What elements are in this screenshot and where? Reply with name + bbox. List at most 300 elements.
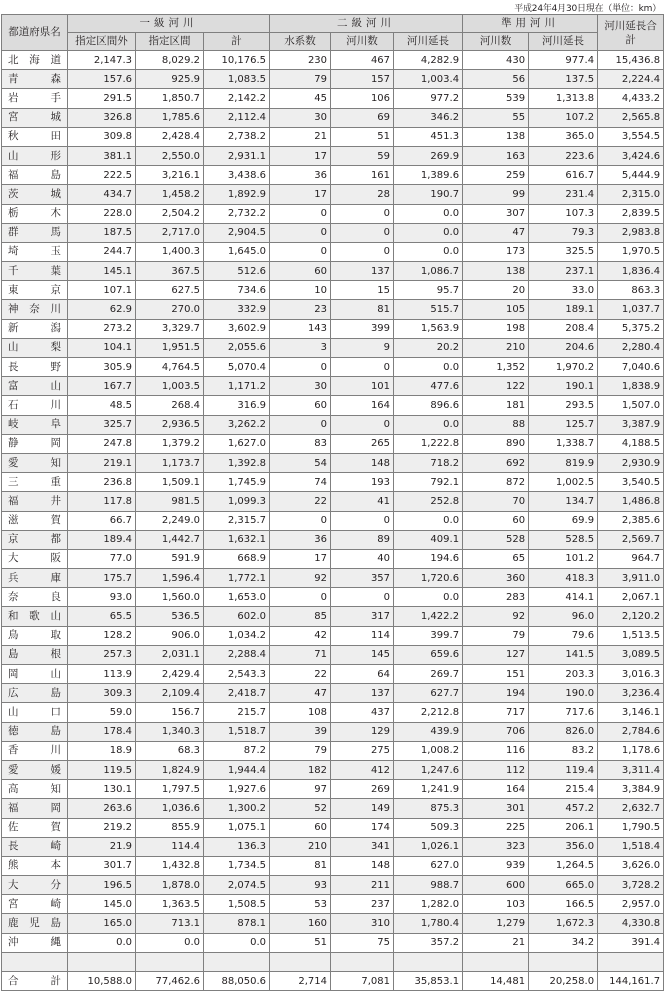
prefecture-name: 奈良 bbox=[2, 588, 68, 607]
table-cell: 244.7 bbox=[68, 242, 136, 261]
table-cell: 47 bbox=[463, 223, 529, 242]
table-cell: 17 bbox=[270, 549, 331, 568]
table-cell: 106 bbox=[331, 89, 394, 108]
header-class2-length: 河川延長 bbox=[394, 33, 463, 51]
table-row bbox=[2, 70, 664, 89]
table-cell: 134.7 bbox=[529, 492, 598, 511]
table-row bbox=[2, 818, 664, 837]
table-cell: 215.4 bbox=[529, 780, 598, 799]
table-cell: 1,785.6 bbox=[136, 108, 204, 127]
table-cell: 193 bbox=[331, 473, 394, 492]
table-cell: 53 bbox=[270, 895, 331, 914]
unit-note: 平成24年4月30日現在（単位：km） bbox=[514, 4, 661, 14]
table-cell: 1,645.0 bbox=[204, 242, 270, 261]
table-cell: 0 bbox=[270, 204, 331, 223]
table-cell: 3,262.2 bbox=[204, 415, 270, 434]
table-cell: 119.5 bbox=[68, 760, 136, 779]
table-cell: 323 bbox=[463, 837, 529, 856]
table-row bbox=[2, 51, 664, 70]
table-cell: 2,315.0 bbox=[598, 185, 664, 204]
prefecture-name: 三重 bbox=[2, 473, 68, 492]
prefecture-name: 福井 bbox=[2, 492, 68, 511]
table-cell: 0.0 bbox=[394, 358, 463, 377]
table-cell: 1,247.6 bbox=[394, 760, 463, 779]
table-cell: 66.7 bbox=[68, 511, 136, 530]
table-cell: 0.0 bbox=[204, 933, 270, 952]
table-cell: 237.1 bbox=[529, 262, 598, 281]
table-cell: 717 bbox=[463, 703, 529, 722]
table-cell: 83 bbox=[270, 434, 331, 453]
table-cell: 189.1 bbox=[529, 300, 598, 319]
table-row bbox=[2, 607, 664, 626]
table-cell: 317 bbox=[331, 607, 394, 626]
table-cell: 1,002.5 bbox=[529, 473, 598, 492]
table-cell: 164 bbox=[463, 780, 529, 799]
table-cell: 0 bbox=[331, 242, 394, 261]
table-cell: 2,732.2 bbox=[204, 204, 270, 223]
table-cell: 1,282.0 bbox=[394, 895, 463, 914]
table-cell: 93.0 bbox=[68, 588, 136, 607]
table-cell: 145 bbox=[331, 645, 394, 664]
table-cell: 0.0 bbox=[394, 242, 463, 261]
prefecture-name: 石川 bbox=[2, 396, 68, 415]
table-cell: 1,780.4 bbox=[394, 914, 463, 933]
table-row bbox=[2, 185, 664, 204]
table-cell: 194.6 bbox=[394, 549, 463, 568]
prefecture-name: 山形 bbox=[2, 146, 68, 165]
table-cell: 819.9 bbox=[529, 453, 598, 472]
table-cell: 77.0 bbox=[68, 549, 136, 568]
header-class1-outside: 指定区間外 bbox=[68, 33, 136, 51]
table-cell: 222.5 bbox=[68, 166, 136, 185]
table-cell: 2,632.7 bbox=[598, 799, 664, 818]
table-cell: 112 bbox=[463, 760, 529, 779]
table-cell: 89 bbox=[331, 530, 394, 549]
table-row bbox=[2, 914, 664, 933]
header-quasi: 準用河川 bbox=[463, 15, 598, 33]
table-row bbox=[2, 626, 664, 645]
table-row bbox=[2, 549, 664, 568]
table-cell: 3,626.0 bbox=[598, 856, 664, 875]
spacer-row bbox=[2, 952, 664, 971]
table-row bbox=[2, 146, 664, 165]
table-row bbox=[2, 684, 664, 703]
table-cell: 1,951.5 bbox=[136, 338, 204, 357]
table-cell: 30 bbox=[270, 108, 331, 127]
table-cell: 591.9 bbox=[136, 549, 204, 568]
table-cell: 1,790.5 bbox=[598, 818, 664, 837]
table-cell: 1,264.5 bbox=[529, 856, 598, 875]
table-cell: 116 bbox=[463, 741, 529, 760]
table-cell: 1,672.3 bbox=[529, 914, 598, 933]
table-cell: 206.1 bbox=[529, 818, 598, 837]
table-cell: 467 bbox=[331, 51, 394, 70]
table-cell: 602.0 bbox=[204, 607, 270, 626]
table-cell: 1,338.7 bbox=[529, 434, 598, 453]
table-cell: 1,352 bbox=[463, 358, 529, 377]
table-cell: 223.6 bbox=[529, 146, 598, 165]
table-cell: 2,074.5 bbox=[204, 876, 270, 895]
table-cell: 0.0 bbox=[68, 933, 136, 952]
table-cell: 65.5 bbox=[68, 607, 136, 626]
table-cell: 34.2 bbox=[529, 933, 598, 952]
table-cell: 215.7 bbox=[204, 703, 270, 722]
table-cell: 3,089.5 bbox=[598, 645, 664, 664]
table-cell: 114 bbox=[331, 626, 394, 645]
table-cell: 269 bbox=[331, 780, 394, 799]
prefecture-name: 佐賀 bbox=[2, 818, 68, 837]
prefecture-name: 栃木 bbox=[2, 204, 68, 223]
table-cell: 1,509.1 bbox=[136, 473, 204, 492]
table-cell: 1,970.2 bbox=[529, 358, 598, 377]
table-cell: 42 bbox=[270, 626, 331, 645]
table-row bbox=[2, 588, 664, 607]
table-cell: 2,147.3 bbox=[68, 51, 136, 70]
table-cell: 430 bbox=[463, 51, 529, 70]
table-row bbox=[2, 933, 664, 952]
prefecture-name: 山口 bbox=[2, 703, 68, 722]
table-cell: 477.6 bbox=[394, 377, 463, 396]
table-cell: 1,026.1 bbox=[394, 837, 463, 856]
table-row bbox=[2, 377, 664, 396]
table-cell: 925.9 bbox=[136, 70, 204, 89]
table-cell: 92 bbox=[270, 569, 331, 588]
table-cell: 0 bbox=[331, 223, 394, 242]
table-cell: 97 bbox=[270, 780, 331, 799]
table-cell: 863.3 bbox=[598, 281, 664, 300]
table-cell: 4,282.9 bbox=[394, 51, 463, 70]
table-cell: 20.2 bbox=[394, 338, 463, 357]
header-class2: 二級河川 bbox=[270, 15, 463, 33]
table-cell: 210 bbox=[463, 338, 529, 357]
table-row bbox=[2, 204, 664, 223]
total-cell: 7,081 bbox=[331, 972, 394, 991]
table-cell: 3,216.1 bbox=[136, 166, 204, 185]
table-cell: 22 bbox=[270, 492, 331, 511]
table-cell: 275 bbox=[331, 741, 394, 760]
prefecture-name: 滋賀 bbox=[2, 511, 68, 530]
table-cell: 273.2 bbox=[68, 319, 136, 338]
table-cell: 130.1 bbox=[68, 780, 136, 799]
table-cell: 2,142.2 bbox=[204, 89, 270, 108]
table-cell: 878.1 bbox=[204, 914, 270, 933]
table-cell: 81 bbox=[270, 856, 331, 875]
table-cell: 96.0 bbox=[529, 607, 598, 626]
prefecture-name: 富山 bbox=[2, 377, 68, 396]
prefecture-name: 千葉 bbox=[2, 262, 68, 281]
table-cell: 1,878.0 bbox=[136, 876, 204, 895]
table-cell: 10,176.5 bbox=[204, 51, 270, 70]
prefecture-name: 兵庫 bbox=[2, 569, 68, 588]
table-cell: 356.0 bbox=[529, 837, 598, 856]
table-cell: 269.9 bbox=[394, 146, 463, 165]
prefecture-name: 和歌山 bbox=[2, 607, 68, 626]
table-cell: 70 bbox=[463, 492, 529, 511]
table-cell: 792.1 bbox=[394, 473, 463, 492]
table-cell: 167.7 bbox=[68, 377, 136, 396]
table-cell: 665.0 bbox=[529, 876, 598, 895]
table-cell: 196.5 bbox=[68, 876, 136, 895]
table-cell: 301 bbox=[463, 799, 529, 818]
prefecture-name: 岡山 bbox=[2, 665, 68, 684]
table-cell: 2,120.2 bbox=[598, 607, 664, 626]
table-cell: 8,029.2 bbox=[136, 51, 204, 70]
table-cell: 890 bbox=[463, 434, 529, 453]
table-cell: 627.5 bbox=[136, 281, 204, 300]
total-cell: 77,462.6 bbox=[136, 972, 204, 991]
table-cell: 187.5 bbox=[68, 223, 136, 242]
table-cell: 2,428.4 bbox=[136, 127, 204, 146]
table-cell: 713.1 bbox=[136, 914, 204, 933]
table-cell: 357 bbox=[331, 569, 394, 588]
total-cell: 10,588.0 bbox=[68, 972, 136, 991]
table-cell: 346.2 bbox=[394, 108, 463, 127]
table-cell: 1,970.5 bbox=[598, 242, 664, 261]
table-cell: 1,392.8 bbox=[204, 453, 270, 472]
table-cell: 1,734.5 bbox=[204, 856, 270, 875]
table-cell: 1,379.2 bbox=[136, 434, 204, 453]
prefecture-name: 青森 bbox=[2, 70, 68, 89]
table-cell: 114.4 bbox=[136, 837, 204, 856]
table-cell: 0 bbox=[270, 511, 331, 530]
table-cell: 62.9 bbox=[68, 300, 136, 319]
table-cell: 190.0 bbox=[529, 684, 598, 703]
prefecture-name: 愛知 bbox=[2, 453, 68, 472]
table-cell: 1,422.2 bbox=[394, 607, 463, 626]
table-cell: 872 bbox=[463, 473, 529, 492]
table-cell: 189.4 bbox=[68, 530, 136, 549]
table-cell: 45 bbox=[270, 89, 331, 108]
table-cell: 20 bbox=[463, 281, 529, 300]
prefecture-name: 秋田 bbox=[2, 127, 68, 146]
table-cell: 451.3 bbox=[394, 127, 463, 146]
table-cell: 59.0 bbox=[68, 703, 136, 722]
table-cell: 2,031.1 bbox=[136, 645, 204, 664]
table-row bbox=[2, 319, 664, 338]
table-cell: 59 bbox=[331, 146, 394, 165]
table-cell: 964.7 bbox=[598, 549, 664, 568]
table-cell: 1,222.8 bbox=[394, 434, 463, 453]
table-cell: 148 bbox=[331, 856, 394, 875]
table-cell: 1,563.9 bbox=[394, 319, 463, 338]
table-cell: 332.9 bbox=[204, 300, 270, 319]
table-cell: 2,055.6 bbox=[204, 338, 270, 357]
table-cell: 357.2 bbox=[394, 933, 463, 952]
table-cell: 10 bbox=[270, 281, 331, 300]
table-cell: 2,543.3 bbox=[204, 665, 270, 684]
table-row bbox=[2, 262, 664, 281]
table-cell: 107.3 bbox=[529, 204, 598, 223]
table-cell: 103 bbox=[463, 895, 529, 914]
table-cell: 5,444.9 bbox=[598, 166, 664, 185]
table-cell: 55 bbox=[463, 108, 529, 127]
table-cell: 309.8 bbox=[68, 127, 136, 146]
table-cell: 1,596.4 bbox=[136, 569, 204, 588]
header-class1-sum: 計 bbox=[204, 33, 270, 51]
table-cell: 39 bbox=[270, 722, 331, 741]
table-cell: 52 bbox=[270, 799, 331, 818]
table-cell: 181 bbox=[463, 396, 529, 415]
table-cell: 1,279 bbox=[463, 914, 529, 933]
table-cell: 28 bbox=[331, 185, 394, 204]
table-cell: 536.5 bbox=[136, 607, 204, 626]
table-cell: 21 bbox=[463, 933, 529, 952]
table-cell: 194 bbox=[463, 684, 529, 703]
table-row bbox=[2, 645, 664, 664]
table-cell: 906.0 bbox=[136, 626, 204, 645]
table-cell: 412 bbox=[331, 760, 394, 779]
table-cell: 457.2 bbox=[529, 799, 598, 818]
table-cell: 129 bbox=[331, 722, 394, 741]
table-cell: 1,720.6 bbox=[394, 569, 463, 588]
table-cell: 307 bbox=[463, 204, 529, 223]
table-cell: 30 bbox=[270, 377, 331, 396]
table-cell: 51 bbox=[270, 933, 331, 952]
table-cell: 4,433.2 bbox=[598, 89, 664, 108]
table-cell: 164 bbox=[331, 396, 394, 415]
table-cell: 36 bbox=[270, 530, 331, 549]
table-cell: 2,550.0 bbox=[136, 146, 204, 165]
table-cell: 512.6 bbox=[204, 262, 270, 281]
table-cell: 305.9 bbox=[68, 358, 136, 377]
table-cell: 151 bbox=[463, 665, 529, 684]
table-cell: 2,957.0 bbox=[598, 895, 664, 914]
table-cell: 2,504.2 bbox=[136, 204, 204, 223]
table-cell: 3,311.4 bbox=[598, 760, 664, 779]
table-cell: 259 bbox=[463, 166, 529, 185]
table-cell: 36 bbox=[270, 166, 331, 185]
table-cell: 237 bbox=[331, 895, 394, 914]
table-cell: 399.7 bbox=[394, 626, 463, 645]
table-cell: 107.1 bbox=[68, 281, 136, 300]
table-cell: 2,288.4 bbox=[204, 645, 270, 664]
table-cell: 93 bbox=[270, 876, 331, 895]
table-cell: 74 bbox=[270, 473, 331, 492]
prefecture-name: 宮城 bbox=[2, 108, 68, 127]
table-cell: 1,513.5 bbox=[598, 626, 664, 645]
table-cell: 1,838.9 bbox=[598, 377, 664, 396]
table-cell: 71 bbox=[270, 645, 331, 664]
table-cell: 0 bbox=[270, 358, 331, 377]
table-cell: 18.9 bbox=[68, 741, 136, 760]
prefecture-name: 京都 bbox=[2, 530, 68, 549]
table-cell: 64 bbox=[331, 665, 394, 684]
table-cell: 2,931.1 bbox=[204, 146, 270, 165]
prefecture-name: 長崎 bbox=[2, 837, 68, 856]
table-cell: 2,930.9 bbox=[598, 453, 664, 472]
table-cell: 3,602.9 bbox=[204, 319, 270, 338]
table-cell: 2,385.6 bbox=[598, 511, 664, 530]
prefecture-name: 埼玉 bbox=[2, 242, 68, 261]
table-cell: 178.4 bbox=[68, 722, 136, 741]
table-cell: 122 bbox=[463, 377, 529, 396]
table-cell: 2,224.4 bbox=[598, 70, 664, 89]
table-row bbox=[2, 837, 664, 856]
table-cell: 79.3 bbox=[529, 223, 598, 242]
table-cell: 141.5 bbox=[529, 645, 598, 664]
table-cell: 0.0 bbox=[136, 933, 204, 952]
table-cell: 2,112.4 bbox=[204, 108, 270, 127]
table-cell: 2,315.7 bbox=[204, 511, 270, 530]
table-cell: 252.8 bbox=[394, 492, 463, 511]
table-cell: 3,540.5 bbox=[598, 473, 664, 492]
prefecture-name: 東京 bbox=[2, 281, 68, 300]
table-row bbox=[2, 223, 664, 242]
header-quasi-length: 河川延長 bbox=[529, 33, 598, 51]
prefecture-name: 鹿児島 bbox=[2, 914, 68, 933]
table-cell: 211 bbox=[331, 876, 394, 895]
table-cell: 341 bbox=[331, 837, 394, 856]
table-cell: 136.3 bbox=[204, 837, 270, 856]
total-cell: 14,481 bbox=[463, 972, 529, 991]
table-cell: 138 bbox=[463, 127, 529, 146]
prefecture-name: 岐阜 bbox=[2, 415, 68, 434]
table-cell: 509.3 bbox=[394, 818, 463, 837]
table-cell: 15,436.8 bbox=[598, 51, 664, 70]
table-cell: 22 bbox=[270, 665, 331, 684]
table-cell: 1,518.7 bbox=[204, 722, 270, 741]
table-cell: 2,839.5 bbox=[598, 204, 664, 223]
prefecture-name: 大分 bbox=[2, 876, 68, 895]
table-cell: 515.7 bbox=[394, 300, 463, 319]
table-cell: 2,067.1 bbox=[598, 588, 664, 607]
table-row bbox=[2, 108, 664, 127]
table-cell: 0 bbox=[270, 242, 331, 261]
table-row bbox=[2, 166, 664, 185]
table-cell: 48.5 bbox=[68, 396, 136, 415]
table-cell: 0 bbox=[270, 223, 331, 242]
table-cell: 17 bbox=[270, 185, 331, 204]
table-cell: 33.0 bbox=[529, 281, 598, 300]
table-cell: 692 bbox=[463, 453, 529, 472]
table-cell: 1,178.6 bbox=[598, 741, 664, 760]
table-cell: 21.9 bbox=[68, 837, 136, 856]
table-cell: 198 bbox=[463, 319, 529, 338]
table-cell: 2,936.5 bbox=[136, 415, 204, 434]
table-cell: 1,400.3 bbox=[136, 242, 204, 261]
table-cell: 137 bbox=[331, 684, 394, 703]
table-cell: 128.2 bbox=[68, 626, 136, 645]
table-cell: 293.5 bbox=[529, 396, 598, 415]
table-cell: 1,363.5 bbox=[136, 895, 204, 914]
header-quasi-rivers: 河川数 bbox=[463, 33, 529, 51]
table-cell: 145.1 bbox=[68, 262, 136, 281]
table-row bbox=[2, 396, 664, 415]
table-cell: 381.1 bbox=[68, 146, 136, 165]
table-cell: 60 bbox=[270, 818, 331, 837]
total-cell: 144,161.7 bbox=[598, 972, 664, 991]
table-cell: 83.2 bbox=[529, 741, 598, 760]
table-cell: 1,086.7 bbox=[394, 262, 463, 281]
table-row bbox=[2, 358, 664, 377]
table-cell: 257.3 bbox=[68, 645, 136, 664]
table-cell: 855.9 bbox=[136, 818, 204, 837]
table-cell: 228.0 bbox=[68, 204, 136, 223]
table-cell: 138 bbox=[463, 262, 529, 281]
table-cell: 69 bbox=[331, 108, 394, 127]
table-cell: 1,772.1 bbox=[204, 569, 270, 588]
table-cell: 92 bbox=[463, 607, 529, 626]
table-cell: 225 bbox=[463, 818, 529, 837]
table-cell: 15 bbox=[331, 281, 394, 300]
table-cell: 616.7 bbox=[529, 166, 598, 185]
prefecture-name: 岩手 bbox=[2, 89, 68, 108]
header-class2-systems: 水系数 bbox=[270, 33, 331, 51]
table-cell: 87.2 bbox=[204, 741, 270, 760]
table-cell: 939 bbox=[463, 856, 529, 875]
table-row bbox=[2, 89, 664, 108]
table-cell: 23 bbox=[270, 300, 331, 319]
